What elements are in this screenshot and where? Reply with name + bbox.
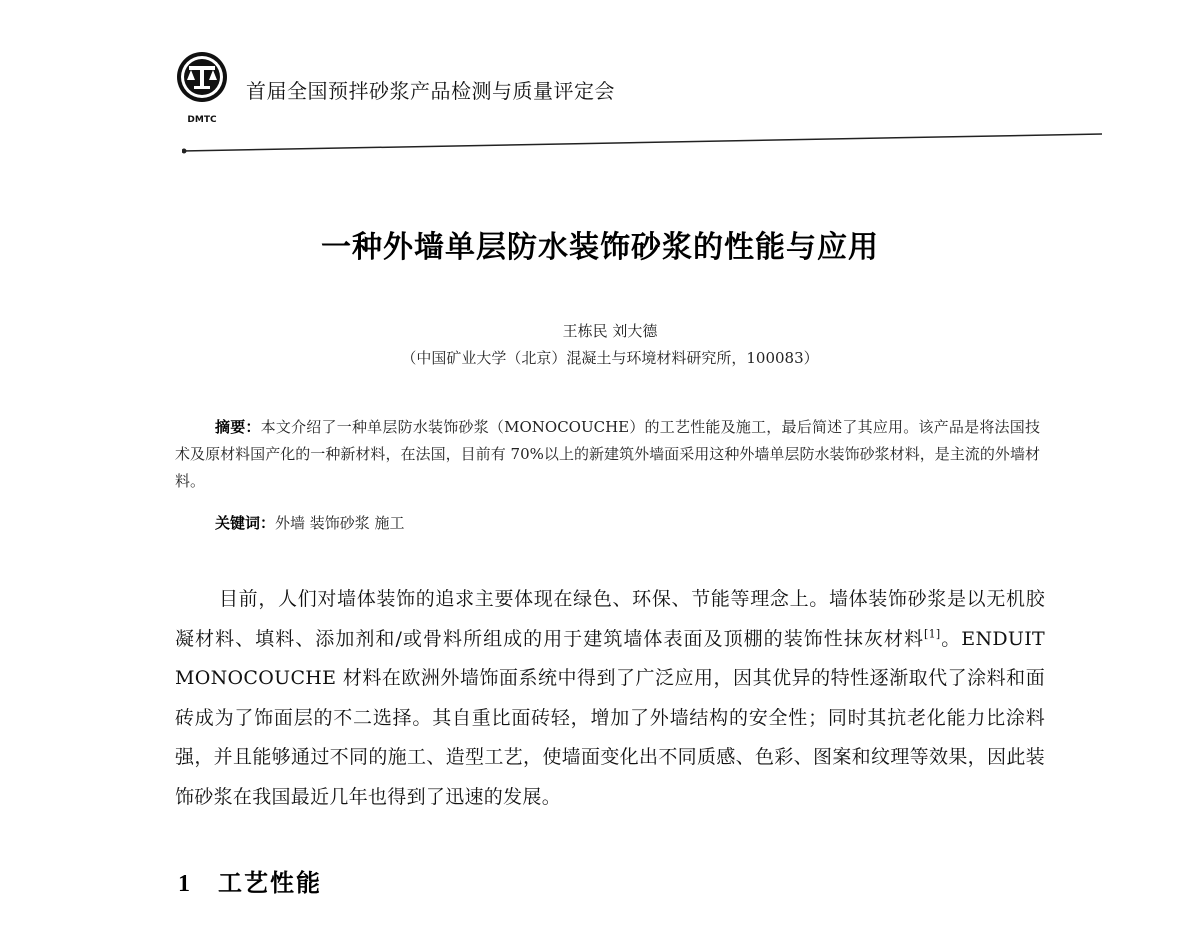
svg-text:DMTC: DMTC xyxy=(187,115,217,125)
affiliation: （中国矿业大学（北京）混凝土与环境材料研究所，100083） xyxy=(401,349,819,367)
abstract-text: 本文介绍了一种单层防水装饰砂浆（MONOCOUCHE）的工艺性能及施工，最后简述了其应用。该产品是将法国技术及原材料国产化的一种新材料，在法国，目前有 70%以上的新建筑外墙面采用这种外墙单层防水装饰砂浆材料，是主流的外墙材料。 xyxy=(175,418,1040,490)
section-number: 1 xyxy=(178,871,190,897)
citation-ref[interactable]: [1] xyxy=(924,627,941,641)
keywords-label: 关键词： xyxy=(215,514,276,532)
intro-text-part2: 。ENDUIT MONOCOUCHE 材料在欧洲外墙饰面系统中得到了广泛应用，因其优异的特性逐渐取代了涂料和面砖成为了饰面层的不二选择。其自重比面砖轻，增加了外墙结构的安全性；同时其抗老化能力比涂料强，并且能够通过不同的施工、造型工艺，使墙面变化出不同质感、色彩、图案和纹理等效果，因此装饰砂浆在我国最近几年也得到了迅速的发展。 xyxy=(175,627,1045,808)
keywords-text: 外墙 装饰砂浆 施工 xyxy=(275,514,405,532)
authors: 王栋民 刘大德 xyxy=(562,322,658,340)
paper-title: 一种外墙单层防水装饰砂浆的性能与应用 xyxy=(321,230,879,265)
intro-paragraph xyxy=(175,580,1045,817)
conference-title: 首届全国预拌砂浆产品检测与质量评定会 xyxy=(246,79,615,103)
dmtc-logo xyxy=(172,50,232,126)
header-rule xyxy=(182,128,1102,158)
section-heading xyxy=(178,863,322,898)
keywords xyxy=(215,512,405,533)
abstract-label: 摘要： xyxy=(215,418,261,436)
intro-text-part1: 目前，人们对墙体装饰的追求主要体现在绿色、环保、节能等理念上。墙体装饰砂浆是以无机胶凝材料、填料、添加剂和/或骨料所组成的用于建筑墙体表面及顶棚的装饰性抹灰材料 xyxy=(175,588,1045,650)
section-title: 工艺性能 xyxy=(218,869,322,897)
abstract xyxy=(175,414,1040,495)
